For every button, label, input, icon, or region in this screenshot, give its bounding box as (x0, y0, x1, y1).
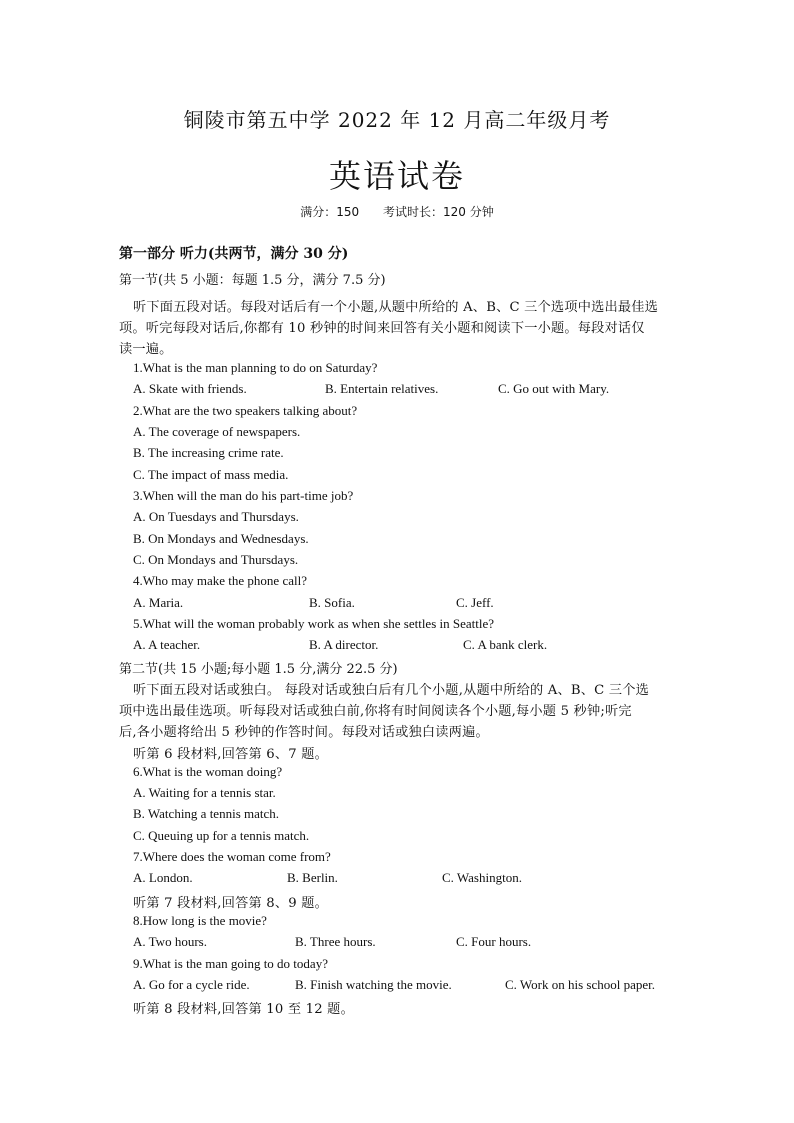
exam-meta (0, 203, 794, 220)
material-7-note: 听第 7 段材料,回答第 8、9 题。 (133, 896, 328, 911)
question-3: 3.When will the man do his part-time job? (133, 488, 354, 503)
q7-option-a: A. London. (133, 870, 193, 885)
material-6-note: 听第 6 段材料,回答第 6、7 题。 (133, 747, 328, 762)
q6-option-a: A. Waiting for a tennis star. (133, 785, 276, 800)
section2-instruction-1: 听下面五段对话或独白。 每段对话或独白后有几个小题,从题中所给的 A、B、C 三个选 (133, 683, 650, 698)
section2-heading: 第二节(共 15 小题;每小题 1.5 分,满分 22.5 分) (119, 662, 398, 677)
question-4: 4.Who may make the phone call? (133, 573, 307, 588)
q7-option-c: C. Washington. (442, 870, 522, 885)
q2-option-b: B. The increasing crime rate. (133, 445, 284, 460)
q2-option-c: C. The impact of mass media. (133, 467, 289, 482)
q7-option-b: B. Berlin. (287, 870, 338, 885)
q3-option-c: C. On Mondays and Thursdays. (133, 552, 299, 567)
school-title: 铜陵市第五中学 2022 年 12 月高二年级月考 (183, 108, 611, 132)
q1-option-a: A. Skate with friends. (133, 381, 247, 396)
q2-option-a: A. The coverage of newspapers. (133, 424, 301, 439)
exam-title: 英语试卷 (328, 157, 465, 195)
q9-option-c: C. Work on his school paper. (505, 977, 656, 992)
q5-option-a: A. A teacher. (133, 637, 201, 652)
q8-option-a: A. Two hours. (133, 934, 207, 949)
q5-option-b: B. A director. (309, 637, 379, 652)
q5-option-c: C. A bank clerk. (463, 637, 548, 652)
section2-instruction-3: 后,各小题将给出 5 秒钟的作答时间。每段对话或独白读两遍。 (119, 725, 489, 740)
question-9: 9.What is the man going to do today? (133, 956, 328, 971)
question-5: 5.What will the woman probably work as when she settles in Seattle? (133, 616, 495, 631)
section1-heading: 第一节(共 5 小题：每题 1.5 分，满分 7.5 分) (119, 273, 386, 288)
q4-option-a: A. Maria. (133, 595, 184, 610)
question-8: 8.How long is the movie? (133, 913, 267, 928)
q4-option-c: C. Jeff. (456, 595, 494, 610)
q3-option-b: B. On Mondays and Wednesdays. (133, 531, 309, 546)
full-score: 满分：150 (300, 205, 360, 219)
section1-instruction-3: 读一遍。 (119, 342, 173, 357)
q3-option-a: A. On Tuesdays and Thursdays. (133, 509, 299, 524)
question-7: 7.Where does the woman come from? (133, 849, 331, 864)
q8-option-c: C. Four hours. (456, 934, 532, 949)
q9-option-a: A. Go for a cycle ride. (133, 977, 250, 992)
q1-option-c: C. Go out with Mary. (498, 381, 610, 396)
section2-instruction-2: 项中选出最佳选项。听每段对话或独白前,你将有时间阅读各个小题,每小题 5 秒钟;听完 (119, 704, 632, 719)
material-8-note: 听第 8 段材料,回答第 10 至 12 题。 (133, 1002, 354, 1017)
section1-instruction-2: 项。听完每段对话后,你都有 10 秒钟的时间来回答有关小题和阅读下一小题。每段对话仅 (119, 321, 645, 336)
question-6: 6.What is the woman doing? (133, 764, 283, 779)
q6-option-b: B. Watching a tennis match. (133, 806, 280, 821)
section1-instruction-1: 听下面五段对话。每段对话后有一个小题,从题中所给的 A、B、C 三个选项中选出最佳选 (133, 300, 659, 315)
q4-option-b: B. Sofia. (309, 595, 355, 610)
q8-option-b: B. Three hours. (295, 934, 376, 949)
q9-option-b: B. Finish watching the movie. (295, 977, 452, 992)
duration: 考试时长：120 分钟 (383, 205, 494, 219)
q6-option-c: C. Queuing up for a tennis match. (133, 828, 310, 843)
part1-heading: 第一部分 听力(共两节，满分 30 分) (119, 246, 349, 262)
q1-option-b: B. Entertain relatives. (325, 381, 439, 396)
question-1: 1.What is the man planning to do on Saturday? (133, 360, 378, 375)
question-2: 2.What are the two speakers talking about? (133, 403, 358, 418)
